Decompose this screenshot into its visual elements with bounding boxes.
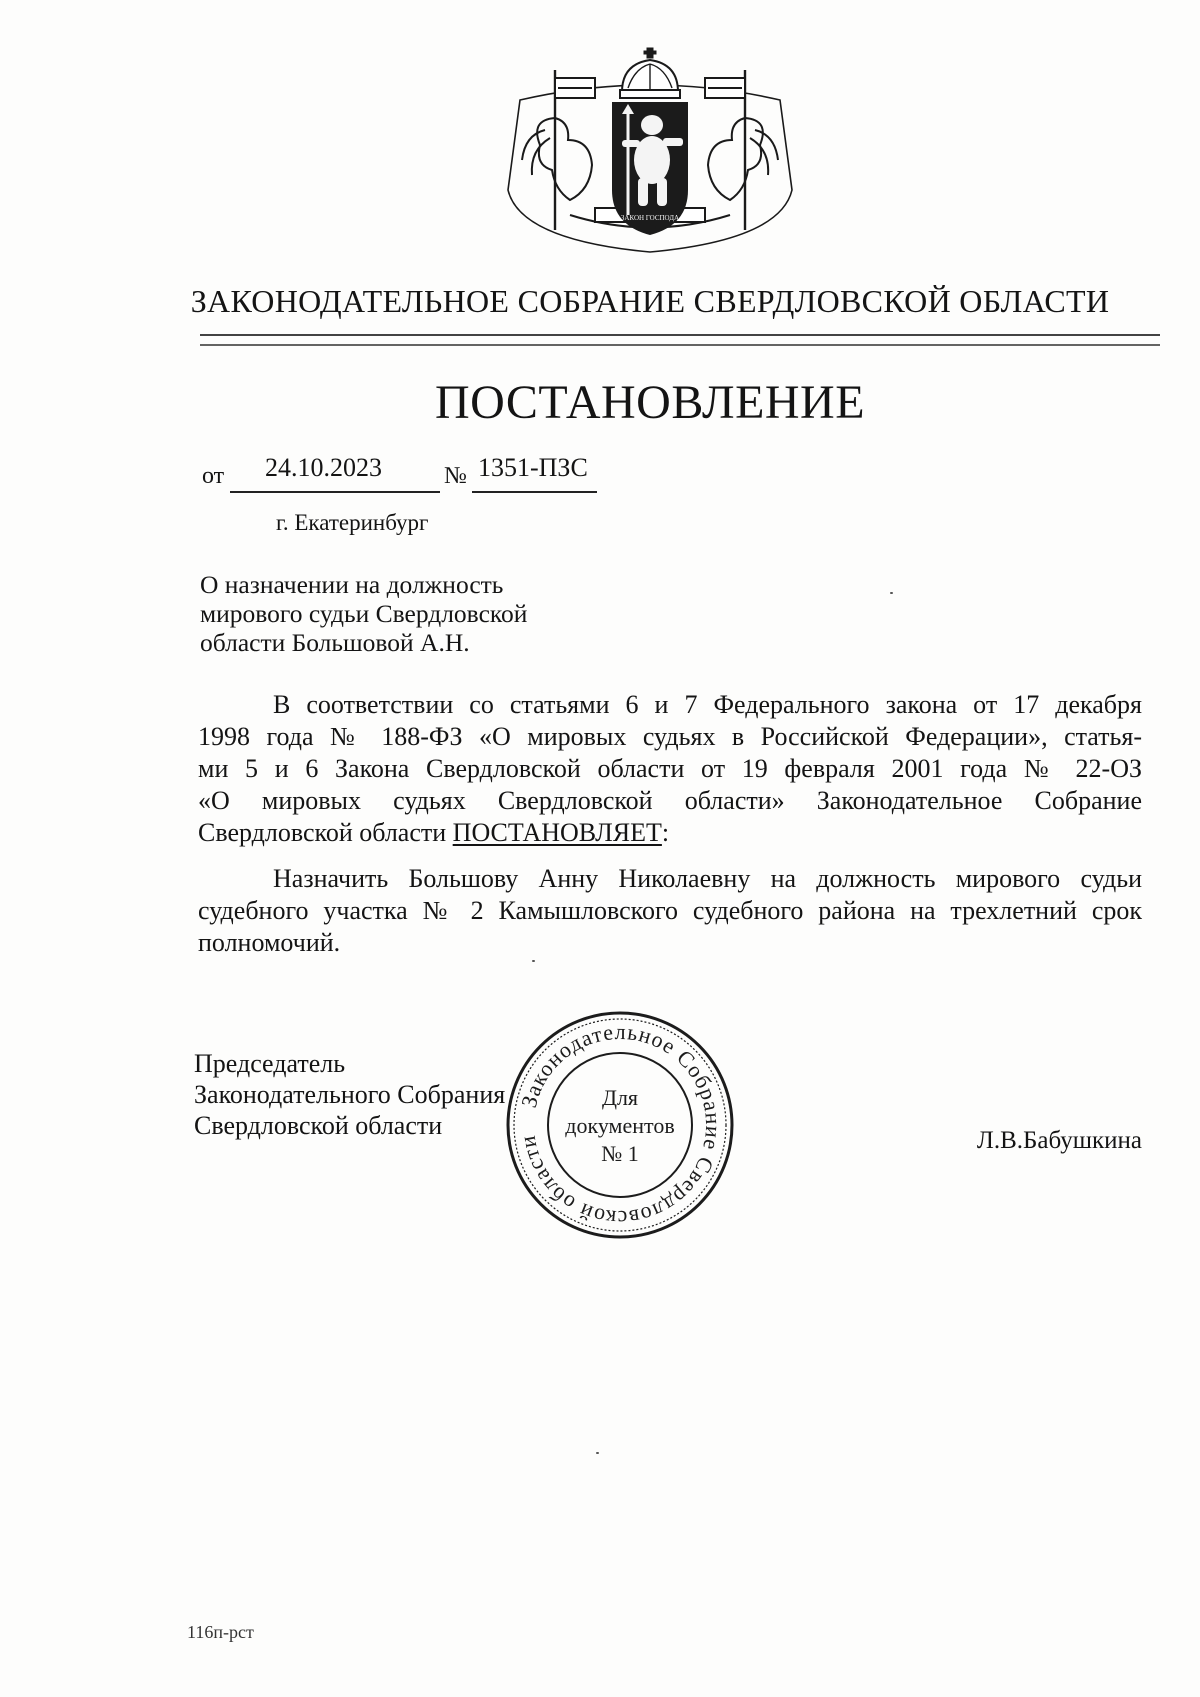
organization-name: ЗАКОНОДАТЕЛЬНОЕ СОБРАНИЕ СВЕРДЛОВСКОЙ ОБЛАСТИ (190, 283, 1110, 319)
seal-center-text: Для (601, 1085, 639, 1110)
number-underline (472, 491, 597, 493)
footer-code: 116п-рст (187, 1622, 254, 1642)
coat-of-arms-emblem (500, 40, 800, 255)
signatory-title-line: Свердловской области (194, 1111, 443, 1140)
document-type-title: ПОСТАНОВЛЕНИЕ (434, 376, 866, 429)
body-line: В соответствии со статьями 6 и 7 Федерального закона от 17 декабря (273, 690, 1142, 719)
body-line: ми 5 и 6 Закона Свердловской области от 19 февраля 2001 года № 22-ОЗ (198, 754, 1142, 783)
document-number: 1351-ПЗС (478, 453, 588, 482)
header-divider (200, 334, 1160, 336)
subject-line: мирового судьи Свердловской (200, 599, 528, 628)
scan-speck (596, 1452, 599, 1454)
body-line: полномочий. (198, 928, 341, 957)
subject-block (200, 570, 527, 657)
signatory-name: Л.В.Бабушкина (976, 1127, 1142, 1154)
subject-line: области Большовой А.Н. (200, 628, 470, 657)
preamble-paragraph (198, 689, 1142, 849)
scan-speck (532, 960, 535, 962)
header-divider-secondary (200, 344, 1160, 346)
signatory-title-line: Председатель (194, 1049, 346, 1078)
city-line: г. Екатеринбург (276, 510, 429, 535)
seal-center-text: документов (565, 1113, 675, 1138)
body-line: судебного участка № 2 Камышловского судебного района на трехлетний срок (198, 896, 1142, 925)
body-line: «О мировых судьях Свердловской области» Законодательное Собрание (198, 786, 1142, 815)
resolves-keyword: ПОСТАНОВЛЯЕТ (452, 818, 662, 847)
date-prefix: от (202, 463, 225, 489)
date-underline (230, 491, 440, 493)
body-text: : (661, 818, 670, 847)
body-line (198, 817, 1142, 849)
signatory-title (194, 1048, 505, 1141)
seal-center-text: № 1 (601, 1141, 639, 1166)
body-line: Назначить Большову Анну Николаевну на должность мирового судьи (273, 864, 1142, 893)
number-prefix: № (444, 463, 467, 489)
document-date: 24.10.2023 (265, 453, 382, 482)
official-seal-stamp (500, 1005, 740, 1245)
svg-text:ЗАКОН ГОСПОДА: ЗАКОН ГОСПОДА (620, 214, 680, 222)
body-line: 1998 года № 188-ФЗ «О мировых судьях в Российской Федерации», статья- (198, 722, 1142, 751)
seal-ring-text: Законодательное Собрание Свердловской области (514, 1018, 727, 1232)
scan-speck (890, 592, 893, 594)
resolution-paragraph (198, 863, 1142, 959)
subject-line: О назначении на должность (200, 570, 504, 599)
body-text: Свердловской области (198, 818, 453, 847)
signatory-title-line: Законодательного Собрания (194, 1080, 506, 1109)
